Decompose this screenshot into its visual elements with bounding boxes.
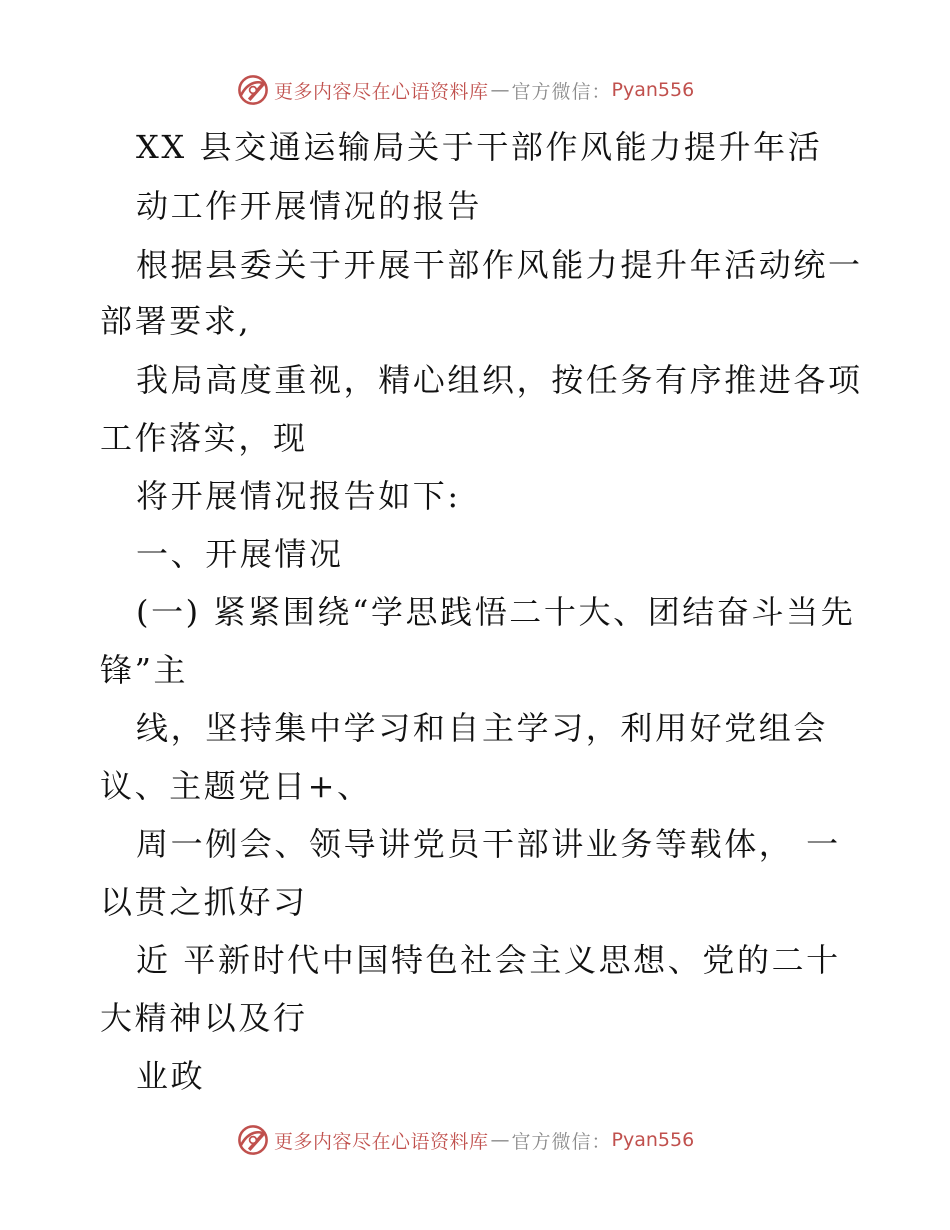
paragraph-line: 大精神以及行 [100,999,308,1037]
document-title-line-2: 动工作开展情况的报告 [136,187,483,225]
paragraph-line: 工作落实，现 [100,419,308,457]
paragraph-line: 议、主题党日+、 [100,767,372,805]
paragraph-line: 以贯之抓好习 [100,883,308,921]
watermark-wechat-id: Pyan556 [611,79,695,101]
paragraph-line: 业政 [136,1057,206,1095]
watermark-brand-text: 更多内容尽在心语资料库 [274,1130,489,1153]
paragraph-line: 将开展情况报告如下: [136,477,461,515]
paragraph-line: 根据县委关于开展干部作风能力提升年活动统一 [136,246,863,284]
paragraph-line: 我局高度重视，精心组织，按任务有序推进各项 [136,361,863,399]
header-watermark [236,72,694,108]
paragraph-line: 近 平新时代中国特色社会主义思想、党的二十 [136,941,841,979]
watermark-separator: — [490,1129,510,1151]
watermark-wechat-label: 官方微信： [511,1130,612,1153]
watermark-wechat-label: 官方微信： [511,80,612,103]
pen-swirl-logo-icon [236,1123,270,1157]
footer-watermark [236,1122,694,1158]
section-heading: 一、开展情况 [136,535,344,573]
watermark-wechat-id: Pyan556 [611,1129,695,1151]
paragraph-line: 周一例会、领导讲党员干部讲业务等载体， 一 [136,825,841,863]
paragraph-line: 部署要求, [100,302,252,340]
watermark-separator: — [490,79,510,101]
pen-swirl-logo-icon [236,73,270,107]
paragraph-line: 锋”主 [100,651,189,689]
document-title-line-1: XX 县交通运输局关于干部作风能力提升年活 [136,128,823,166]
subsection-heading-line: (一) 紧紧围绕“学思践悟二十大、团结奋斗当先 [136,593,856,631]
paragraph-line: 线，坚持集中学习和自主学习，利用好党组会 [136,709,829,747]
watermark-brand-text: 更多内容尽在心语资料库 [274,80,489,103]
